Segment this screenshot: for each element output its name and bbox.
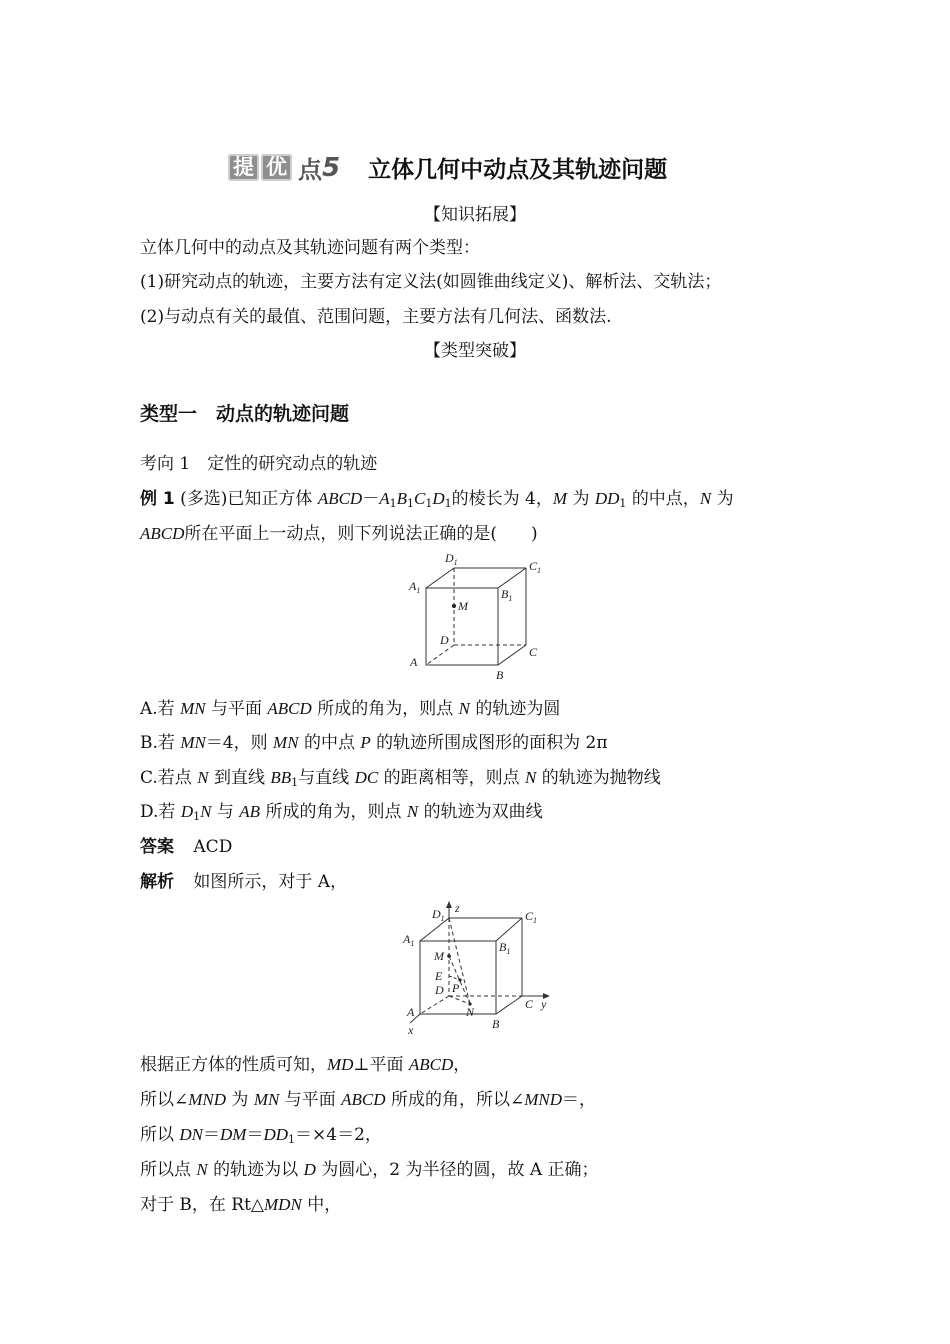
math-abcd: ABCD — [267, 699, 312, 718]
subscript: 1 — [193, 810, 201, 823]
label-b1: $B_1$ — [501, 587, 513, 603]
label-x: x — [408, 1023, 414, 1037]
math-abcd: ABCD — [341, 1090, 386, 1109]
example-text: 为 — [716, 489, 734, 509]
solution-text: 与平面 — [279, 1090, 342, 1110]
option-a — [140, 694, 560, 719]
example-text: 的中点， — [631, 489, 700, 509]
math-n: N — [200, 802, 212, 821]
solution-text: ＝×4＝2， — [295, 1125, 382, 1145]
cube-figure-1 — [400, 548, 560, 688]
solution-text: 为圆心，2 为半径的圆，故 A 正确； — [315, 1160, 599, 1180]
math-abcd: ABCD — [408, 1055, 454, 1074]
answer-label: 答案 — [140, 837, 174, 857]
option-text: 到直线 — [208, 768, 271, 788]
badge-char-1: 提 — [228, 154, 259, 181]
math-dc: DC — [354, 768, 379, 787]
math-n: N — [196, 1160, 208, 1179]
point-m — [452, 604, 456, 608]
page-title: 立体几何中动点及其轨迹问题 — [368, 157, 668, 183]
solution-text: ， — [453, 1055, 471, 1075]
math-d: D — [432, 489, 445, 508]
option-text: ＝4，则 — [205, 733, 274, 753]
label-a: A — [410, 655, 418, 669]
example-text: 的棱长为 4， — [451, 489, 553, 509]
badge-char-2: 优 — [261, 154, 292, 181]
subscript: 1 — [444, 497, 452, 510]
math-mn: MN — [273, 733, 299, 752]
label-e: E — [435, 969, 443, 983]
subscript: 1 — [619, 497, 627, 510]
example-text: 所在平面上一动点，则下列说法正确的是( ) — [184, 524, 538, 544]
math-mnd: MND — [188, 1090, 227, 1109]
option-b — [140, 728, 608, 753]
knowledge-item-1: (1)研究动点的轨迹，主要方法有定义法(如圆锥曲线定义)、解析法、交轨法； — [140, 272, 722, 292]
knowledge-item-2: (2)与动点有关的最值、范围问题，主要方法有几何法、函数法. — [140, 307, 612, 327]
subscript: 1 — [288, 1133, 296, 1146]
solution-text: 中， — [301, 1195, 342, 1215]
solution-text: ＝ — [246, 1125, 264, 1145]
example-line-2 — [140, 519, 538, 544]
label-z: z — [455, 901, 460, 915]
math-bb: BB — [270, 768, 292, 787]
label-a1: $A_1$ — [409, 579, 421, 595]
math-n: N — [458, 699, 470, 718]
example-tag: (多选) — [180, 489, 228, 509]
subscript: 1 — [291, 776, 299, 789]
math-mn: MN — [253, 1090, 280, 1109]
solution-text: 所以∠ — [140, 1090, 189, 1110]
math-d: D — [180, 802, 194, 821]
section-badge — [228, 150, 340, 185]
math-a: A — [379, 489, 390, 508]
label-d: D — [435, 983, 444, 997]
option-text: 的轨迹所围成图形的面积为 2π — [370, 733, 608, 753]
solution-text: ＝ — [203, 1125, 221, 1145]
example-line-1: 例 1 (多选)已知正方体 $ABCD-A_1B_1C_1D_1$的棱长为 4，M 为 $DD_1$ 的中点，N 为 — [140, 489, 734, 510]
solution-line-3 — [140, 1120, 382, 1146]
label-n: N — [466, 1005, 475, 1019]
math-dn: DN — [179, 1125, 204, 1144]
example-text: 已知正方体 — [227, 489, 313, 509]
label-c: C — [529, 645, 538, 659]
example-label: 例 1 — [140, 489, 175, 509]
math-n: N — [699, 489, 712, 508]
label-c: C — [525, 997, 534, 1011]
solution-text: 根据正方体的性质可知， — [140, 1055, 327, 1075]
knowledge-heading: 【知识拓展】 — [424, 205, 526, 225]
label-a1: $A_1$ — [403, 932, 415, 948]
label-a: A — [407, 1005, 415, 1019]
solution-text: 的轨迹为以 — [207, 1160, 304, 1180]
math-d: D — [303, 1160, 316, 1179]
solution-text: 所以点 — [140, 1160, 197, 1180]
analysis-label: 解析 — [140, 872, 174, 892]
math-n: N — [525, 768, 537, 787]
label-m: M — [434, 949, 444, 963]
math-b: B — [396, 489, 407, 508]
option-c — [140, 763, 661, 789]
solution-line-4 — [140, 1155, 599, 1180]
math-mnd: MND — [524, 1090, 562, 1109]
label-p: P — [452, 981, 460, 995]
subscript: 1 — [389, 497, 397, 510]
solution-text: 所成的角，所以∠ — [385, 1090, 525, 1110]
label-d1: $D_1$ — [445, 551, 458, 567]
label-d1: $D_1$ — [432, 907, 445, 923]
label-m: M — [458, 599, 468, 613]
label-c1: $C_1$ — [529, 559, 542, 575]
math-n: N — [406, 802, 419, 821]
math-abcd: ABCD — [140, 524, 185, 543]
subscript: 1 — [407, 497, 414, 510]
answer-line — [140, 832, 232, 857]
math-dm: DM — [220, 1125, 247, 1144]
option-text: 的轨迹为双曲线 — [418, 802, 543, 822]
option-text: 的轨迹为抛物线 — [536, 768, 661, 788]
badge-number: 5 — [322, 152, 341, 183]
solution-text: 所以 — [140, 1125, 180, 1145]
cube-figure-2 — [400, 898, 560, 1038]
math-p: P — [360, 733, 371, 752]
badge-char-3: 点 — [298, 156, 322, 184]
option-text: C.若点 — [140, 768, 198, 788]
math-abcd: ABCD — [317, 489, 363, 508]
solution-line-2 — [140, 1085, 596, 1110]
math-mn: MN — [180, 699, 206, 718]
math-dd: DD — [594, 489, 620, 508]
option-text: 与平面 — [205, 699, 268, 719]
analysis-line — [140, 867, 347, 892]
option-text: 与 — [211, 802, 240, 822]
analysis-text: 如图所示，对于 A， — [193, 872, 348, 892]
label-d: D — [440, 633, 449, 647]
solution-text: ＝， — [561, 1090, 596, 1110]
label-y: y — [541, 997, 547, 1011]
math-mdn: MDN — [264, 1195, 302, 1214]
math-md: MD — [327, 1055, 354, 1074]
option-text: 所成的角为，则点 — [260, 802, 407, 822]
math-mn: MN — [180, 733, 206, 752]
solution-line-1 — [140, 1050, 470, 1075]
option-text: 的轨迹为圆 — [469, 699, 561, 719]
solution-line-5 — [140, 1190, 341, 1215]
section-title — [228, 150, 667, 185]
label-b: B — [496, 668, 504, 682]
option-d — [140, 797, 543, 823]
solution-text: 对于 B，在 Rt△ — [140, 1195, 265, 1215]
label-c1: $C_1$ — [525, 909, 538, 925]
label-b1: $B_1$ — [499, 940, 511, 956]
option-text: 的中点 — [298, 733, 361, 753]
type-1-title: 类型一 动点的轨迹问题 — [140, 403, 350, 425]
option-text: 与直线 — [298, 768, 355, 788]
math-ab: AB — [239, 802, 261, 821]
option-text: 所成的角为，则点 — [311, 699, 459, 719]
option-text: B.若 — [140, 733, 181, 753]
math-c: C — [414, 489, 426, 508]
solution-text: 为 — [226, 1090, 254, 1110]
knowledge-intro: 立体几何中的动点及其轨迹问题有两个类型： — [140, 238, 480, 258]
subscript: 1 — [425, 497, 433, 510]
option-text: A.若 — [140, 699, 181, 719]
option-text: D.若 — [140, 802, 181, 822]
label-b: B — [492, 1017, 500, 1031]
answer-value: ACD — [193, 837, 233, 857]
example-text: 为 — [572, 489, 590, 509]
math-n: N — [197, 768, 209, 787]
option-text: 的距离相等，则点 — [378, 768, 525, 788]
solution-text: ⊥平面 — [353, 1055, 409, 1075]
math-dd: DD — [263, 1125, 289, 1144]
math-m: M — [552, 489, 568, 508]
direction-1-title: 考向 1 定性的研究动点的轨迹 — [140, 454, 378, 474]
breakthrough-heading: 【类型突破】 — [424, 341, 526, 361]
